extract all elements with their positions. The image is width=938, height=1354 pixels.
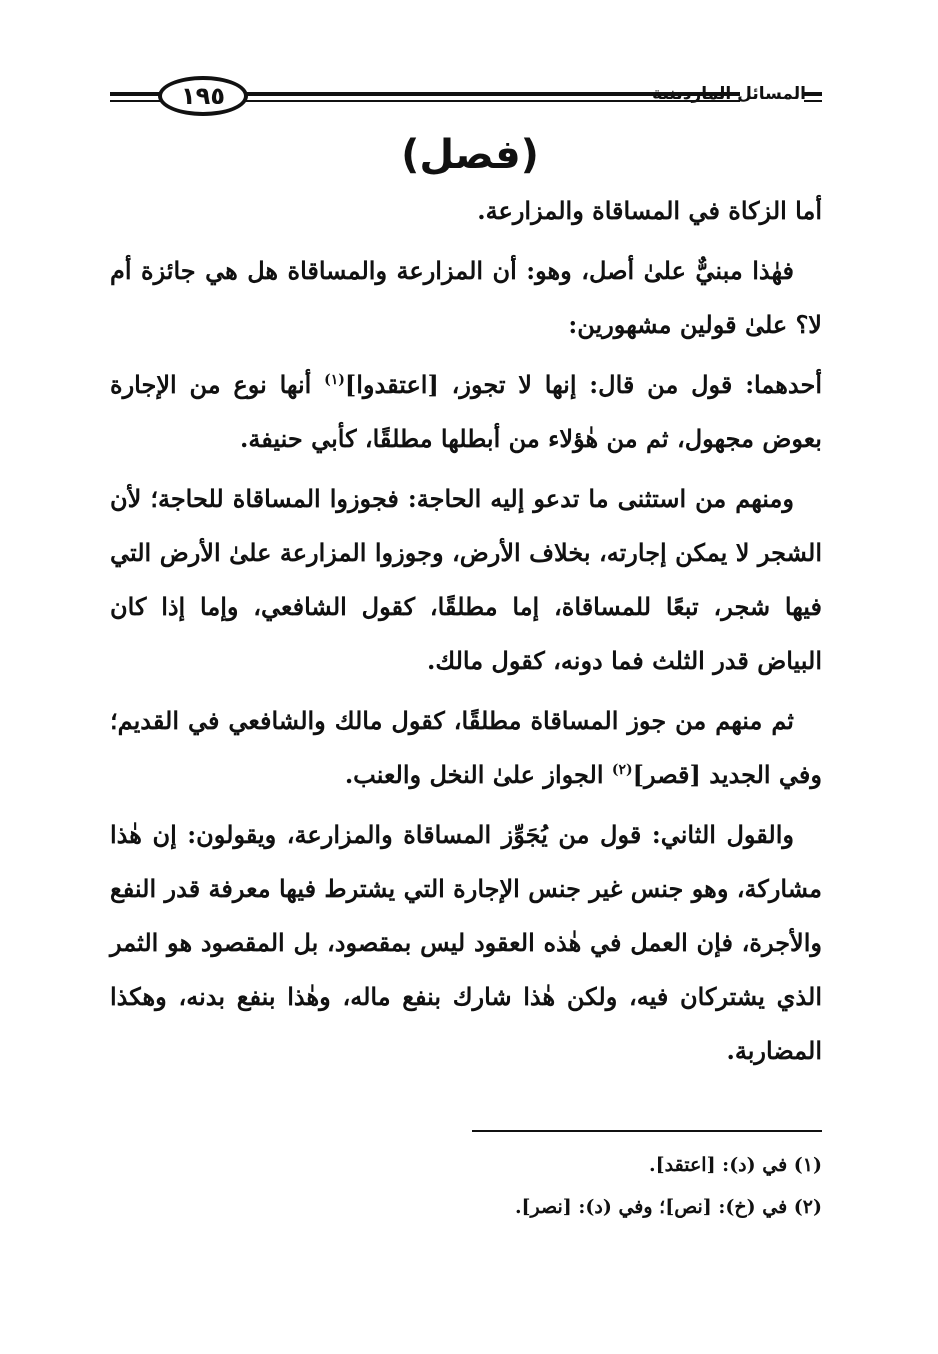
paragraph: أما الزكاة في المساقاة والمزارعة. [477,196,822,225]
paragraph-text: الجواز علىٰ النخل والعنب. [344,760,612,789]
paragraph [110,358,822,466]
footnote-separator [472,1130,822,1132]
page-header [110,72,822,122]
body-text [110,184,822,1084]
header-rule-right [804,92,822,102]
footnote-ref: (١) [324,372,345,388]
paragraph-text: أحدهما: قول من قال: إنها لا تجوز، [اعتقدوا] [344,370,822,399]
footnote: (١) في (د): [اعتقد]. [649,1154,822,1176]
paragraph: والقول الثاني: قول من يُجَوِّز المساقاة والمزارعة، ويقولون: إن هٰذا مشاركة، وهو جنس غير جنس الإجارة التي يشترط فيها معرفة قدر النفع والأجرة، فإن العمل في هٰذه العقود ليس بمقصود، بل المقصود هو الثمر الذي يشتركان فيه، ولكن هٰذا شارك بنفع ماله، وهٰذا بنفع بدنه، وهكذا المضاربة. [110,820,823,1065]
section-title: (فصل) [401,132,539,178]
paragraph: فهٰذا مبنيٌّ علىٰ أصل، وهو: أن المزارعة والمساقاة هل هي جائزة أم لا؟ علىٰ قولين مشهورين: [110,256,822,339]
page-number: ١٩٥ [181,82,225,110]
paragraph-text: ثم منهم من جوز المساقاة مطلقًا، كقول مالك والشافعي في القديم؛ وفي الجديد [قصر] [110,706,822,789]
footnotes [110,1144,822,1228]
page-number-oval [158,76,248,116]
paragraph [110,694,822,802]
header-rule-left [110,92,160,102]
footnote: (٢) في (خ): [نص]؛ وفي (د): [نصر]. [514,1196,822,1218]
paragraph: ومنهم من استثنى ما تدعو إليه الحاجة: فجوزوا المساقاة للحاجة؛ لأن الشجر لا يمكن إجارته، بخلاف الأرض، وجوزوا المزارعة علىٰ الأرض التي فيها شجر، تبعًا للمساقاة، إما مطلقًا، كقول الشافعي، وإما إذا كان البياض قدر الثلث فما دونه، كقول مالك. [110,484,822,675]
footnote-ref: (٢) [611,762,633,778]
running-title: المسائل الماردينية [652,84,806,104]
paragraph-text: أنها نوع من الإجارة بعوض مجهول، ثم من هٰؤلاء من أبطلها مطلقًا، كأبي حنيفة. [110,370,822,453]
